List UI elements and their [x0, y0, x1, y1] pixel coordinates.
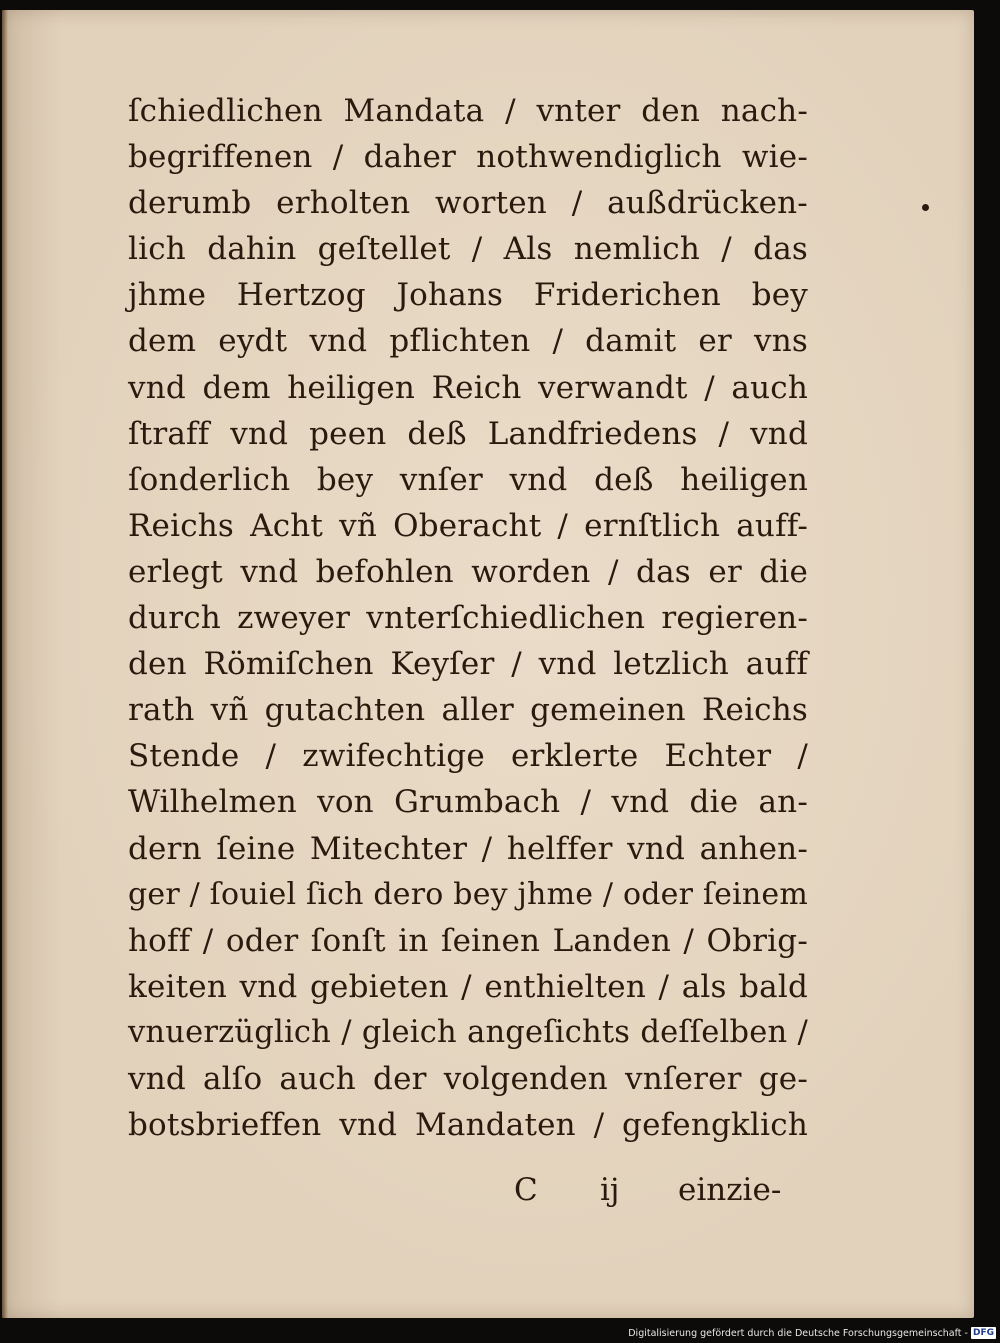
text-line: ger / ſouiel ſich dero bey jhme / oder ſeinem	[128, 876, 809, 912]
page-text-block	[128, 88, 808, 1148]
signature-mark: C	[514, 1172, 538, 1208]
text-line: jhme Hertzog Johans Friderichen bey	[128, 277, 808, 314]
text-line: ſchiedlichen Mandata / vnter den nach-	[128, 93, 808, 129]
text-line: Wilhelmen von Grumbach / vnd die an-	[128, 784, 808, 821]
digitization-credit	[628, 1325, 996, 1341]
text-line: vnd alſo auch der volgenden vnſerer ge-	[128, 1060, 808, 1097]
text-line: Reichs Acht vñ Oberacht / ernſtlich auff-	[128, 507, 808, 544]
text-line: den Römiſchen Keyſer / vnd letzlich auff	[128, 646, 808, 683]
text-line: derumb erholten worten / außdrücken-	[128, 185, 808, 222]
text-line: ſonderlich bey vnſer vnd deß heiligen	[128, 461, 808, 498]
text-line: dern ſeine Mitechter / helffer vnd anhen-	[128, 830, 808, 867]
text-line: Stende / zwifechtige erklerte Echter /	[128, 738, 808, 775]
text-line: begriffenen / daher nothwendiglich wie-	[128, 139, 808, 176]
text-line: vnd dem heiligen Reich verwandt / auch	[128, 369, 808, 406]
credit-text: Digitalisierung gefördert durch die Deutsche Forschungsgemeinschaft -	[628, 1327, 968, 1339]
text-line: durch zweyer vnterſchiedlichen regieren-	[128, 600, 808, 637]
text-line: keiten vnd gebieten / enthielten / als bald	[128, 968, 808, 1005]
text-line: vnuerzüglich / gleich angeſichts deſſelben /	[128, 1014, 808, 1050]
signature-number: ij	[600, 1172, 620, 1208]
text-line: hoff / oder ſonſt in ſeinen Landen / Obrig-	[128, 922, 808, 959]
text-line: rath vñ gutachten aller gemeinen Reichs	[128, 692, 808, 729]
text-line: botsbrieffen vnd Mandaten / gefengklich	[128, 1107, 808, 1144]
book-page	[2, 10, 974, 1318]
text-line: dem eydt vnd pflichten / damit er vns	[128, 323, 808, 360]
page-gutter-shadow	[2, 10, 8, 1318]
text-line: lich dahin geſtellet / Als nemlich / das	[128, 231, 808, 268]
text-line: ſtraff vnd peen deß Landfriedens / vnd	[128, 415, 808, 452]
dfg-logo: DFG	[972, 1328, 994, 1338]
catchword: einzie-	[678, 1172, 782, 1208]
margin-ink-dot	[922, 204, 929, 211]
page-footer	[514, 1170, 814, 1210]
text-line: erlegt vnd befohlen worden / das er die	[128, 553, 808, 590]
